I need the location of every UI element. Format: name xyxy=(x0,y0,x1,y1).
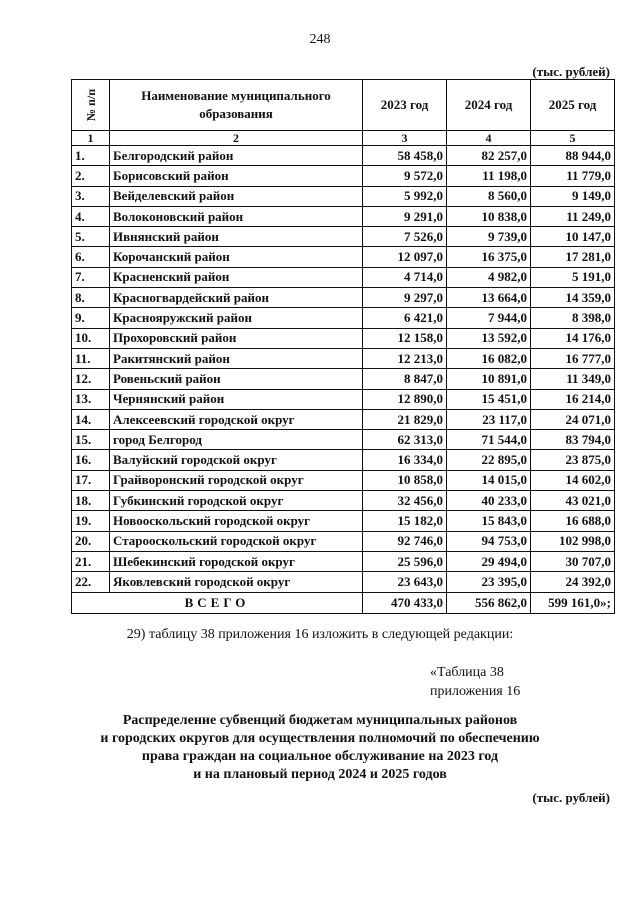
value-2023-cell: 12 158,0 xyxy=(363,328,447,348)
subvention-table xyxy=(71,79,615,614)
value-2023-cell: 23 643,0 xyxy=(363,572,447,592)
table-header-row xyxy=(72,80,615,131)
table-row xyxy=(72,531,615,551)
value-2024-cell: 23 117,0 xyxy=(447,409,531,429)
value-2023-cell: 6 421,0 xyxy=(363,308,447,328)
row-number-cell: 18. xyxy=(72,491,110,511)
table-row xyxy=(72,308,615,328)
heading-line2: и городских округов для осуществления полномочий по обеспечению xyxy=(100,731,540,746)
municipality-name-cell: Старооскольский городской округ xyxy=(110,531,363,551)
value-2025-cell: 10 147,0 xyxy=(531,227,615,247)
municipality-name-cell: Губкинский городской округ xyxy=(110,491,363,511)
municipality-name-cell: Корочанский район xyxy=(110,247,363,267)
header-2023: 2023 год xyxy=(363,80,447,131)
value-2023-cell: 12 890,0 xyxy=(363,389,447,409)
value-2023-cell: 9 291,0 xyxy=(363,206,447,226)
value-2023-cell: 92 746,0 xyxy=(363,531,447,551)
table-row xyxy=(72,491,615,511)
value-2024-cell: 23 395,0 xyxy=(447,572,531,592)
row-number-cell: 1. xyxy=(72,146,110,166)
value-2024-cell: 13 592,0 xyxy=(447,328,531,348)
value-2025-cell: 83 794,0 xyxy=(531,430,615,450)
value-2024-cell: 16 375,0 xyxy=(447,247,531,267)
total-row xyxy=(72,592,615,613)
value-2024-cell: 71 544,0 xyxy=(447,430,531,450)
value-2025-cell: 16 688,0 xyxy=(531,511,615,531)
municipality-name-cell: Алексеевский городской округ xyxy=(110,409,363,429)
table-row xyxy=(72,186,615,206)
value-2025-cell: 11 349,0 xyxy=(531,369,615,389)
row-number-cell: 20. xyxy=(72,531,110,551)
value-2024-cell: 11 198,0 xyxy=(447,166,531,186)
value-2023-cell: 9 297,0 xyxy=(363,288,447,308)
heading-line1: Распределение субвенций бюджетам муниципальных районов xyxy=(122,713,518,728)
row-number-cell: 7. xyxy=(72,267,110,287)
table-row xyxy=(72,389,615,409)
total-2025: 599 161,0»; xyxy=(531,592,615,613)
municipality-name-cell: Волоконовский район xyxy=(110,206,363,226)
value-2024-cell: 10 891,0 xyxy=(447,369,531,389)
row-number-cell: 5. xyxy=(72,227,110,247)
table-row xyxy=(72,288,615,308)
header-2025: 2025 год xyxy=(531,80,615,131)
municipality-name-cell: Красногвардейский район xyxy=(110,288,363,308)
total-2024: 556 862,0 xyxy=(447,592,531,613)
row-number-cell: 19. xyxy=(72,511,110,531)
value-2025-cell: 9 149,0 xyxy=(531,186,615,206)
municipality-name-cell: Чернянский район xyxy=(110,389,363,409)
value-2023-cell: 5 992,0 xyxy=(363,186,447,206)
row-number-cell: 3. xyxy=(72,186,110,206)
value-2025-cell: 5 191,0 xyxy=(531,267,615,287)
table-row xyxy=(72,551,615,571)
municipality-name-cell: Ракитянский район xyxy=(110,348,363,368)
value-2025-cell: 30 707,0 xyxy=(531,551,615,571)
value-2025-cell: 88 944,0 xyxy=(531,146,615,166)
index-cell: 2 xyxy=(110,131,363,146)
header-2024: 2024 год xyxy=(447,80,531,131)
table-row xyxy=(72,267,615,287)
index-cell: 5 xyxy=(531,131,615,146)
municipality-name-cell: Яковлевский городской округ xyxy=(110,572,363,592)
table-row xyxy=(72,430,615,450)
heading-line3: права граждан на социальное обслуживание на 2023 год xyxy=(141,749,499,764)
row-number-cell: 17. xyxy=(72,470,110,490)
row-number-cell: 11. xyxy=(72,348,110,368)
municipality-name-cell: Ровеньский район xyxy=(110,369,363,389)
value-2023-cell: 58 458,0 xyxy=(363,146,447,166)
value-2025-cell: 11 249,0 xyxy=(531,206,615,226)
units-label-bottom: (тыс. рублей) xyxy=(532,790,610,805)
value-2023-cell: 12 097,0 xyxy=(363,247,447,267)
municipality-name-cell: Шебекинский городской округ xyxy=(110,551,363,571)
page-number: 248 xyxy=(309,32,331,47)
value-2025-cell: 16 214,0 xyxy=(531,389,615,409)
row-number-cell: 21. xyxy=(72,551,110,571)
municipality-name-cell: Белгородский район xyxy=(110,146,363,166)
value-2025-cell: 24 071,0 xyxy=(531,409,615,429)
table-row xyxy=(72,227,615,247)
value-2025-cell: 14 176,0 xyxy=(531,328,615,348)
municipality-name-cell: Красненский район xyxy=(110,267,363,287)
value-2024-cell: 40 233,0 xyxy=(447,491,531,511)
heading-line4: и на плановый период 2024 и 2025 годов xyxy=(193,767,447,782)
total-2023: 470 433,0 xyxy=(363,592,447,613)
table-row xyxy=(72,572,615,592)
value-2024-cell: 4 982,0 xyxy=(447,267,531,287)
value-2024-cell: 13 664,0 xyxy=(447,288,531,308)
value-2024-cell: 94 753,0 xyxy=(447,531,531,551)
municipality-name-cell: Прохоровский район xyxy=(110,328,363,348)
value-2023-cell: 15 182,0 xyxy=(363,511,447,531)
header-num-label: № п/п xyxy=(84,88,99,122)
total-label: ВСЕГО xyxy=(72,592,363,613)
value-2023-cell: 32 456,0 xyxy=(363,491,447,511)
value-2025-cell: 43 021,0 xyxy=(531,491,615,511)
value-2023-cell: 4 714,0 xyxy=(363,267,447,287)
value-2025-cell: 102 998,0 xyxy=(531,531,615,551)
table-row xyxy=(72,247,615,267)
value-2025-cell: 16 777,0 xyxy=(531,348,615,368)
value-2024-cell: 8 560,0 xyxy=(447,186,531,206)
row-number-cell: 8. xyxy=(72,288,110,308)
value-2024-cell: 15 843,0 xyxy=(447,511,531,531)
row-number-cell: 9. xyxy=(72,308,110,328)
table-row xyxy=(72,369,615,389)
municipality-name-cell: город Белгород xyxy=(110,430,363,450)
value-2023-cell: 21 829,0 xyxy=(363,409,447,429)
municipality-name-cell: Борисовский район xyxy=(110,166,363,186)
table-row xyxy=(72,146,615,166)
value-2025-cell: 8 398,0 xyxy=(531,308,615,328)
value-2025-cell: 11 779,0 xyxy=(531,166,615,186)
instruction-paragraph: 29) таблицу 38 приложения 16 изложить в следующей редакции: xyxy=(126,627,514,642)
row-number-cell: 22. xyxy=(72,572,110,592)
table-row xyxy=(72,450,615,470)
row-number-cell: 2. xyxy=(72,166,110,186)
value-2024-cell: 7 944,0 xyxy=(447,308,531,328)
row-number-cell: 4. xyxy=(72,206,110,226)
table-row xyxy=(72,166,615,186)
row-number-cell: 16. xyxy=(72,450,110,470)
municipality-name-cell: Краснояружский район xyxy=(110,308,363,328)
index-cell: 4 xyxy=(447,131,531,146)
table-reference xyxy=(430,663,520,701)
value-2023-cell: 12 213,0 xyxy=(363,348,447,368)
value-2024-cell: 16 082,0 xyxy=(447,348,531,368)
municipality-name-cell: Ивнянский район xyxy=(110,227,363,247)
row-number-cell: 10. xyxy=(72,328,110,348)
value-2024-cell: 14 015,0 xyxy=(447,470,531,490)
value-2024-cell: 15 451,0 xyxy=(447,389,531,409)
value-2024-cell: 29 494,0 xyxy=(447,551,531,571)
value-2023-cell: 8 847,0 xyxy=(363,369,447,389)
value-2025-cell: 14 359,0 xyxy=(531,288,615,308)
value-2023-cell: 10 858,0 xyxy=(363,470,447,490)
value-2024-cell: 22 895,0 xyxy=(447,450,531,470)
table-row xyxy=(72,409,615,429)
units-label-top: (тыс. рублей) xyxy=(532,64,610,79)
index-cell: 1 xyxy=(72,131,110,146)
column-index-row xyxy=(72,131,615,146)
table-row xyxy=(72,348,615,368)
row-number-cell: 15. xyxy=(72,430,110,450)
index-cell: 3 xyxy=(363,131,447,146)
row-number-cell: 14. xyxy=(72,409,110,429)
header-num xyxy=(72,80,110,131)
header-name: Наименование муниципального образования xyxy=(110,80,363,131)
table-row xyxy=(72,206,615,226)
value-2024-cell: 82 257,0 xyxy=(447,146,531,166)
section-heading xyxy=(0,712,640,784)
value-2023-cell: 62 313,0 xyxy=(363,430,447,450)
municipality-name-cell: Новооскольский городской округ xyxy=(110,511,363,531)
value-2025-cell: 23 875,0 xyxy=(531,450,615,470)
municipality-name-cell: Вейделевский район xyxy=(110,186,363,206)
value-2024-cell: 9 739,0 xyxy=(447,227,531,247)
row-number-cell: 6. xyxy=(72,247,110,267)
value-2023-cell: 9 572,0 xyxy=(363,166,447,186)
value-2023-cell: 7 526,0 xyxy=(363,227,447,247)
municipality-name-cell: Грайворонский городской округ xyxy=(110,470,363,490)
table-reference-line2: приложения 16 xyxy=(430,684,521,699)
table-reference-line1: «Таблица 38 xyxy=(430,665,504,680)
row-number-cell: 13. xyxy=(72,389,110,409)
municipality-name-cell: Валуйский городской округ xyxy=(110,450,363,470)
value-2025-cell: 24 392,0 xyxy=(531,572,615,592)
value-2025-cell: 14 602,0 xyxy=(531,470,615,490)
value-2024-cell: 10 838,0 xyxy=(447,206,531,226)
table-row xyxy=(72,470,615,490)
value-2025-cell: 17 281,0 xyxy=(531,247,615,267)
value-2023-cell: 16 334,0 xyxy=(363,450,447,470)
table-row xyxy=(72,328,615,348)
value-2023-cell: 25 596,0 xyxy=(363,551,447,571)
row-number-cell: 12. xyxy=(72,369,110,389)
table-row xyxy=(72,511,615,531)
